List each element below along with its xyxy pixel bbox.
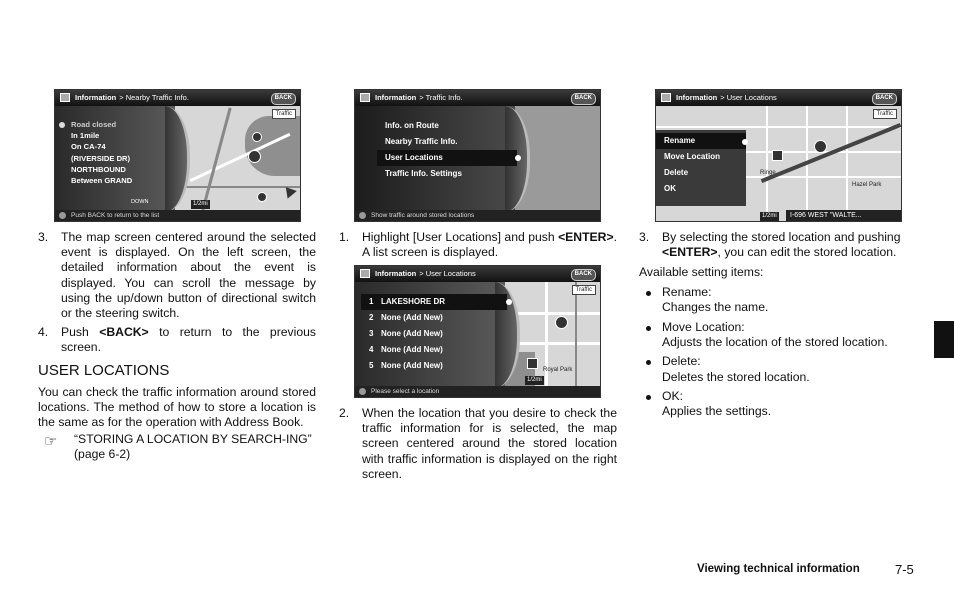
enter-key: <ENTER> <box>662 245 718 260</box>
screen3-subtitle: > User Locations <box>419 269 476 278</box>
map-scale: 1/2mi <box>527 377 542 383</box>
user-locations-list-screen <box>354 265 601 398</box>
traffic-menu <box>377 118 517 188</box>
info-icon <box>360 93 370 102</box>
traffic-event-icon <box>252 132 262 142</box>
screen1-footer: Push BACK to return to the list <box>71 212 160 219</box>
back-key: <BACK> <box>99 325 149 340</box>
bullet <box>646 395 651 400</box>
screen3-footer: Please select a location <box>371 388 440 395</box>
road-name-bar: I-696 WEST "WALTE... <box>786 210 901 221</box>
selection-cursor <box>506 299 512 305</box>
step-number: 2. <box>339 406 350 420</box>
traffic-event-icon <box>257 192 267 202</box>
traffic-tag: Traffic <box>272 109 296 119</box>
reference-link[interactable]: “STORING A LOCATION BY SEARCH-ING” (page 6-2) <box>74 432 312 462</box>
menu-move-location[interactable]: Move Location <box>664 152 721 161</box>
down-button[interactable]: DOWN <box>131 199 149 205</box>
setting-name: Move Location: <box>662 320 745 335</box>
nearby-traffic-screen <box>54 89 301 222</box>
back-button[interactable]: BACK <box>271 93 296 105</box>
selection-cursor <box>742 139 748 145</box>
stored-location-icon <box>527 358 538 369</box>
screen1-title: Information <box>75 93 117 102</box>
settings-intro: Available setting items: <box>639 265 764 280</box>
section-paragraph: You can check the traffic information around stored locations. The method of how to store a location is the same as for the operation with Address Book. <box>38 384 316 430</box>
column-3 <box>639 230 919 419</box>
detail-line: NORTHBOUND <box>71 164 126 174</box>
setting-desc: Applies the settings. <box>662 404 772 419</box>
button-icon <box>59 212 66 219</box>
info-icon <box>360 269 370 278</box>
step-text: Push <BACK> to return to the previous screen. <box>61 325 316 355</box>
enter-key: <ENTER> <box>558 230 614 244</box>
setting-name: OK: <box>662 388 683 403</box>
locations-list <box>361 294 507 376</box>
map-scale: 1/2mi <box>193 201 208 207</box>
column-2-top <box>339 230 617 260</box>
back-button[interactable]: BACK <box>571 93 596 105</box>
back-button[interactable]: BACK <box>571 269 596 281</box>
traffic-event-icon <box>814 140 827 153</box>
location-item[interactable]: 1 LAKESHORE DR <box>361 294 507 310</box>
edit-menu <box>656 130 746 206</box>
info-icon <box>60 93 70 102</box>
screen1-subtitle: > Nearby Traffic Info. <box>119 93 189 102</box>
footer-section-title: Viewing technical information <box>697 563 860 575</box>
screen2-footer: Show traffic around stored locations <box>371 212 475 219</box>
location-item[interactable]: 3 None (Add New) <box>369 329 443 338</box>
screen3-title: Information <box>375 269 417 278</box>
screen4-title: Information <box>676 93 718 102</box>
traffic-info-screen <box>354 89 601 222</box>
menu-nearby-traffic-info[interactable]: Nearby Traffic Info. <box>385 137 458 146</box>
step-text: Highlight [User Locations] and push <ENTER>. A list screen is displayed. <box>362 230 617 260</box>
menu-traffic-info-settings[interactable]: Traffic Info. Settings <box>385 169 462 178</box>
detail-line: Between GRAND <box>71 176 133 186</box>
map-place-label: Ringe <box>760 170 776 176</box>
setting-name: Delete: <box>662 354 701 369</box>
chapter-tab <box>934 321 954 358</box>
traffic-tag: Traffic <box>873 109 897 119</box>
selection-cursor <box>515 155 521 161</box>
button-icon <box>359 212 366 219</box>
menu-info-on-route[interactable]: Info. on Route <box>385 121 439 130</box>
map-view <box>175 106 301 212</box>
location-item[interactable]: 5 None (Add New) <box>369 361 443 370</box>
step-number: 1. <box>339 230 350 244</box>
detail-line: Road closed <box>71 120 117 129</box>
step-text: When the location that you desire to check the traffic information for is selected, the map screen centered around the stored location with traffic information is displayed on the right screen. <box>362 406 617 481</box>
step-number: 3. <box>38 230 49 244</box>
traffic-event-icon <box>555 316 568 329</box>
bullet <box>646 326 651 331</box>
detail-line: In 1mile <box>71 131 100 141</box>
event-details-panel <box>59 119 169 186</box>
traffic-tag: Traffic <box>572 285 596 295</box>
edit-location-screen <box>655 89 902 222</box>
column-2-bottom <box>339 406 617 482</box>
map-place-label: Royal Park <box>543 367 573 373</box>
menu-user-locations[interactable]: User Locations <box>377 150 517 166</box>
menu-rename[interactable]: Rename <box>656 133 746 149</box>
setting-desc: Adjusts the location of the stored location. <box>662 335 888 350</box>
step-text: By selecting the stored location and pushing <ENTER>, you can edit the stored location. <box>662 230 901 260</box>
bullet <box>646 360 651 365</box>
stored-location-icon <box>772 150 783 161</box>
setting-desc: Changes the name. <box>662 299 769 314</box>
step-text: The map screen centered around the selected event is displayed. On the left screen, the detailed information about the event is displayed. You can scroll the message by using the up/down button of directional switch or the steering switch. <box>61 230 316 321</box>
reference-hand-icon: ☞ <box>44 433 58 451</box>
traffic-event-icon <box>248 150 261 163</box>
map-place-label: Hazel Park <box>852 182 882 188</box>
warning-icon <box>59 122 65 128</box>
detail-line: (RIVERSIDE DR) <box>71 153 131 163</box>
page-number: 7-5 <box>895 562 914 577</box>
back-button[interactable]: BACK <box>872 93 897 105</box>
setting-name: Rename: <box>662 284 712 299</box>
screen2-title: Information <box>375 93 417 102</box>
step-number: 4. <box>38 325 49 340</box>
map-scale: 1/2mi <box>762 213 777 219</box>
screen2-subtitle: > Traffic Info. <box>419 93 463 102</box>
location-item[interactable]: 4 None (Add New) <box>369 345 443 354</box>
button-icon <box>359 388 366 395</box>
section-heading: USER LOCATIONS <box>38 361 170 379</box>
detail-line: On CA-74 <box>71 142 106 152</box>
column-1 <box>38 230 316 463</box>
bullet <box>646 291 651 296</box>
menu-delete[interactable]: Delete <box>664 168 689 177</box>
setting-desc: Deletes the stored location. <box>662 369 810 384</box>
step-number: 3. <box>639 230 650 244</box>
screen4-subtitle: > User Locations <box>720 93 777 102</box>
location-item[interactable]: 2 None (Add New) <box>369 313 443 322</box>
menu-ok[interactable]: OK <box>664 184 676 193</box>
info-icon <box>661 93 671 102</box>
